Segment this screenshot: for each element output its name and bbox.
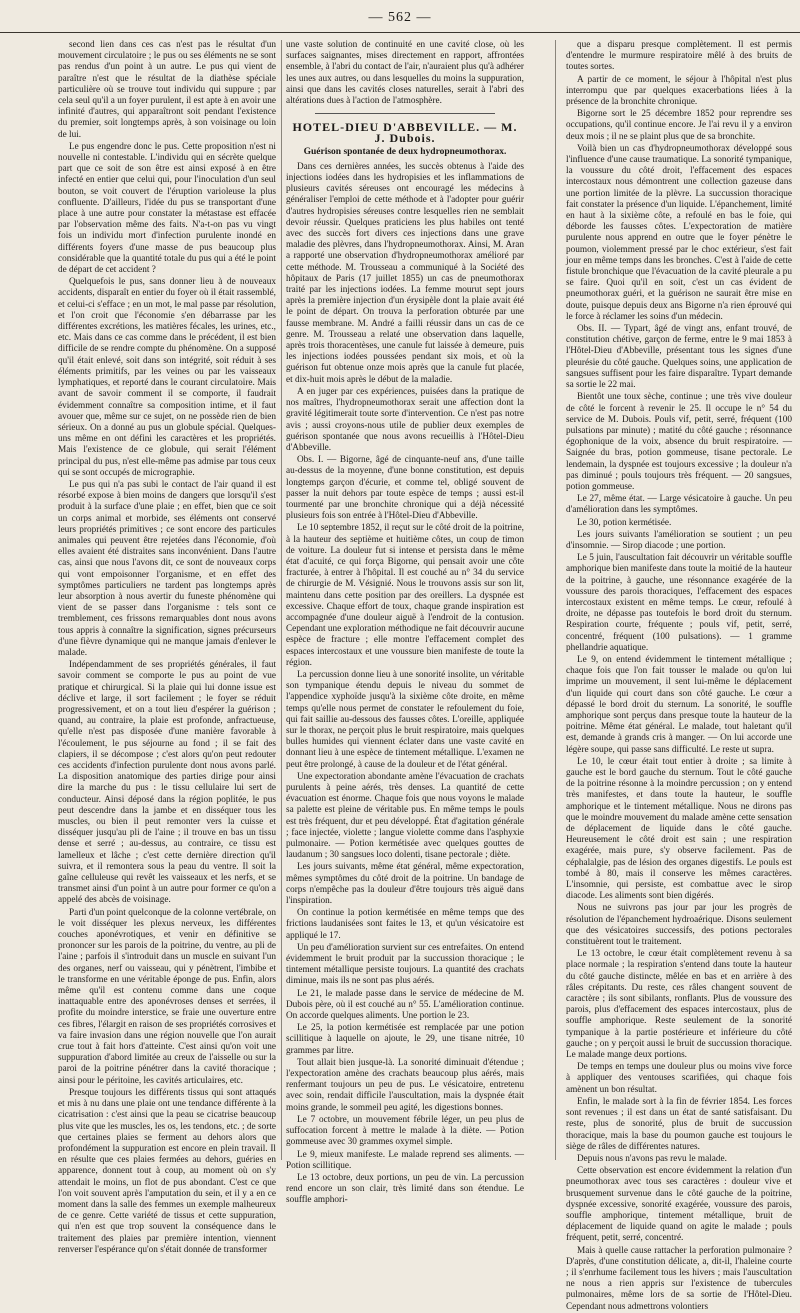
paragraph: Depuis nous n'avons pas revu le malade. — [577, 1153, 727, 1164]
paragraph: Nous ne suivrons pas jour par jour les progrès de résolution de l'épanchement hydroaérique. Disons seulement que des vésicatoires successifs, des potions pectorales constituèrent tout le traitement. — [566, 903, 792, 948]
column-2-intro: une vaste solution de continuité en une cavité close, où les surfaces saignantes, mises directement en rapport, affrontées ensemble, à l'abri du contact de l'air, n'auraient plus qu'à adhérer les unes aux autres, ou dans lesquelles du moins la suppuration, ainsi que dans les cavités closes naturelles, serait à l'abri des altérations dues à l'action de l'atmosphère. — [286, 40, 524, 107]
paragraph: Le 25, la potion kermétisée est remplacée par une potion scillitique à laquelle on ajoute, le 29, une tisane nitrée, 10 grammes par litre. — [286, 1023, 524, 1056]
header-rule — [0, 32, 800, 33]
paragraph: Les jours suivants l'amélioration se soutient ; un peu d'insomnie. — Sirop diacode ; une portion. — [566, 529, 792, 551]
paragraph: Obs. I. — Bigorne, âgé de cinquante-neuf ans, d'une taille au-dessus de la moyenne, d'une bonne constitution, est depuis longtemps garçon d'écurie, et comme tel, obligé souvent de passer la nuit dehors par toute espèce de temps ; aussi est-il tourmenté par une bronchite chronique qui a déjà nécessité plusieurs fois son entrée à l'Hôtel-Dieu d'Abbeville. — [286, 455, 524, 522]
paragraph: Le 21, le malade passe dans le service de médecine de M. Dubois père, où il est couché au n° 55. L'amélioration continue. On accorde quelques aliments. Une portion le 23. — [286, 988, 524, 1022]
paragraph: Bientôt une toux sèche, continue ; une très vive douleur de côté le forcent à revenir le 25. Il occupe le n° 54 du service de M. Dubois. Pouls vif, petit, serré, fréquent (100 pulsations par minute) ; matité du côté gauche ; résonnance égophonique de la voix, absence du bruit respiratoire. — Saignée du bras, potion gommeuse, tisane pectorale. Le lendemain, la dyspnée est toujours excessive ; la douleur n'a pas diminué ; pouls toujours très fréquent. — 20 sangsues, potion gommeuse. — [566, 392, 792, 492]
paragraph: Un peu d'amélioration survient sur ces entrefaites. On entend évidemment le bruit produit par la succussion thoracique ; le tintement métallique persiste toujours. La quantité des crachats diminue, mais ils ne sont pas plus aérés. — [286, 942, 524, 987]
paragraph: La percussion donne lieu à une sonorité insolite, un véritable son tympanique étendu depuis le niveau du sommet de l'appendice xyphoïde jusqu'à la sixième côte droite, en même temps qu'elle nous permet de constater le refoulement du foie, qui fait saillie au-dessous des fausses côtes. L'oreille, appliquée sur le thorax, ne perçoit plus le bruit respiratoire, mais quelques bulles humides qui viennent éclater dans une vaste cavité en donnant lieu à une espèce de tintement métallique. L'examen ne peut être prolongé, à cause de la douleur et de l'état général. — [286, 669, 524, 770]
column-2-body — [286, 162, 524, 1207]
paragraph: A en juger par ces expériences, puisées dans la pratique de nos maîtres, l'hydropneumothorax serait une affection dont la gravité légitimerait toute sorte d'intervention. Ce n'est pas notre avis ; aussi croyons-nous utile de publier deux exemples de guérison spontanée que nous avons recueillis à l'Hôtel-Dieu d'Abbeville. — [286, 386, 524, 453]
paragraph: Le 27, même état. — Large vésicatoire à gauche. Un peu d'amélioration dans les symptômes. — [566, 494, 792, 516]
paragraph: Indépendamment de ses propriétés générales, il faut savoir comment se comporte le pus au point de vue pratique et chirurgical. Si la plaie qui lui donne issue est déclive et large, il sort facilement ; le foyer se réduit progressivement, et on a tout lieu d'espérer la guérison ; quand, au contraire, la plaie est profonde, anfractueuse, qu'elle n'est pas disposée d'une manière favorable à l'écoulement, le pus séjourne au fond ; il se fait des clapiers, il se décompose ; c'est alors qu'on peut redouter ces accidents d'infection purulente dont nous avons parlé. La disposition anatomique des parties dirige pour ainsi dire la marche du pus : le tissu cellulaire lui sert de conducteur. Ainsi déposé dans la région poplitée, le pus peut descendre dans la jambe et en disséquer tous les muscles, ou bien il peut remonter vers la cuisse et disséquer jusqu'au pli de l'aine ; il trouve en bas un tissu dense et serré ; au-dessus, au contraire, ce tissu est lamelleux et lâche ; c'est cette dernière direction qu'il suivra, et il remontera sous la peau du ventre. Il soit la gaîne celluleuse qui revêt les vaisseaux et les nerfs, et se transmet ainsi d'un point à un autre pour former ce qu'on a appelé des abcès de voisinage. — [58, 660, 276, 906]
column-divider — [555, 40, 556, 1160]
paragraph: Le 30, potion kermétisée. — [577, 517, 672, 528]
paragraph: De temps en temps une douleur plus ou moins vive force à appliquer des ventouses scarifiées, qui chaque fois amènent un bon résultat. — [566, 1062, 792, 1095]
paragraph: Dans ces dernières années, les succès obtenus à l'aide des injections iodées dans les hydropisies et les inflammations de plusieurs cavités séreuses ont encouragé les médecins à généraliser l'emploi de cette méthode et à l'adopter pour guérir d'autres hydropisies séreuses contre lesquelles rien ne semblait devoir réussir. Quelques praticiens les plus habiles ont tenté avec des succès fort divers ces injections dans une grave maladie des plèvres, dans l'hydropneumothorax. Ainsi, M. Aran a rapporté une observation d'hydropneumothorax amélioré par cette méthode. M. Trousseau a communiqué à la Société des hôpitaux de Paris (17 juillet 1855) un cas de pneumothorax traité par les injections iodées. La femme mourut sept jours après la première injection d'un érysipèle dont la plaie avait été le point de départ. On trouva la perforation obturée par une fausse membrane. M. André a failli réussir dans un cas de ce genre. M. Trousseau a relaté une observation dans laquelle, après trois thoracentèses, une canule fut laissée à demeure, puis les injections iodées poussées pendant six mois, et où la guérison fut obtenue onze mois après que la canule fut placée, et dix-huit mois après le début de la maladie. — [286, 161, 524, 385]
paragraph: que a disparu presque complètement. Il est permis d'entendre le murmure respiratoire mêlé à des bruits de toutes sortes. — [566, 40, 792, 73]
paragraph: Le pus qui n'a pas subi le contact de l'air quand il est résorbé expose à bien moins de dangers que lorsqu'il s'est produit à la surface d'une plaie ; en effet, bien que ce soit un corps animal et morbide, ses éléments ont conservé leurs propriétés primitives ; ce sont encore des particules animales qui peuvent être rejetées dans l'économie, d'où elles avaient été distraites sans inconvénient. Dans l'autre cas, ainsi que nous l'avons dit, ce sont de nouveaux corps qui vont empoisonner l'organisme, et en effet des symptômes particuliers ne tardent pas longtemps après leur absorption à nous avertir du funeste phénomène qui vient de se passer dans l'organisme : tels sont ce tremblement, ces frissons remarquables dont nous avons tous appris à connaître la signification, signes précurseurs d'une fièvre dynamique qui ne manque jamais d'enlever le malade. — [58, 479, 276, 658]
article-subtitle: Guérison spontanée de deux hydropneumothorax. — [303, 146, 507, 157]
paragraph: Une expectoration abondante amène l'évacuation de crachats purulents à peine aérés, très denses. La quantité de cette évacuation est énorme. Chaque fois que nous voyons le malade sa palette est pleine de véritable pus. En même temps le pouls est très fréquent, dur et peu développé. État d'agitation générale ; face injectée, violette ; langue violette comme dans l'asphyxie pulmonaire. — Potion kermétisée avec quelques gouttes de laudanum ; 30 sangsues loco dolenti, tisane pectorale ; diète. — [286, 771, 524, 861]
column-divider — [281, 40, 282, 1160]
paragraph: Tout allait bien jusque-là. La sonorité diminuait d'étendue ; l'expectoration amène des crachats beaucoup plus aérés, mais renfermant toujours un peu de pus. Le vésicatoire, entretenu avec soin, rendait difficile l'auscultation, mais la dyspnée était moins grande, le sommeil peu agité, les digestions bonnes. — [286, 1057, 524, 1113]
paragraph: Le 10, le cœur était tout entier à droite ; sa limite à gauche est le bord gauche du sternum. Tout le côté gauche de la poitrine résonne à la moindre percussion ; on y entend très manifestes, et dans toute la hauteur, le souffle amphorique et le tintement métallique. Nous ne dirons pas que le moindre mouvement du malade amène cette sensation de déplacement de liquide dans le côté gauche. Heureusement le côté droit est sain ; une respiration exagérée, mais pure, s'y observe facilement. Pas de céphalalgie, pas de lésion des organes digestifs. Le pouls est tombé à 80, mais il conserve les mêmes caractères. L'insomnie, qui persiste, est combattue avec le sirop diacode. Les aliments sont bien digérés. — [566, 756, 792, 902]
paragraph: Le 7 octobre, un mouvement fébrile léger, un peu plus de suffocation forcent à mettre le malade à la diète. — Potion gommeuse avec 30 grammes oxymel simple. — [286, 1114, 524, 1148]
paragraph: Mais à quelle cause rattacher la perforation pulmonaire ? D'après, d'une constitution délicate, a, dit-il, l'haleine courte ; il s'enrhume facilement tous les hivers ; mais l'auscultation ne nous a rien appris sur l'existence de tubercules pulmonaires, même lors de sa sortie de l'Hôtel-Dieu. Cependant nous admettrons volontiers — [566, 1245, 792, 1312]
paragraph: Le 13 octobre, le cœur était complètement revenu à sa place normale ; la respiration s'entend dans toute la hauteur du côté gauche distincte, mêlée en bas et en arrière à des râles crépitants. Du reste, ces râles changent souvent de caractère ; ils sont sibilants, ronflants. Plus de voussure des parois, plus d'effacement des espaces intercostaux, plus de souffle amphorique. Reste seulement de la sonorité tympanique à la partie postérieure et inférieure du côté gauche ; on y perçoit aussi le bruit de succussion thoracique. Le malade mange deux portions. — [566, 949, 792, 1061]
paragraph: Le 5 juin, l'auscultation fait découvrir un véritable souffle amphorique bien manifeste dans toute la moitié de la hauteur de la poitrine, à gauche, une résonnance exagérée de la voussure des parois thoraciques, l'effacement des espaces intercostaux existent en même temps. Le cœur, refoulé à droite, ne dépasse pas toutefois le bord droit du sternum. Respiration courte, fréquente ; pouls vif, petit, serré, concentré, fréquent (100 pulsations). — 1 gramme phellandrie aquatique. — [566, 553, 792, 653]
paragraph: Enfin, le malade sort à la fin de février 1854. Les forces sont revenues ; il est dans un état de santé satisfaisant. Du reste, plus de sonorité, plus de bruit de succussion thoracique, mais la base du poumon gauche est toujours le siège de râles de différentes natures. — [566, 1096, 792, 1152]
paragraph: A partir de ce moment, le séjour à l'hôpital n'est plus interrompu que par quelques exacerbations liées à la présence de la bronchite chronique. — [566, 74, 792, 108]
paragraph: Le 10 septembre 1852, il reçut sur le côté droit de la poitrine, à la hauteur des septième et huitième côtes, un coup de timon de voiture. La douleur fut si intense et persista dans le même état d'acuité, ce qui força Bigorne, qui pensait avoir une côte fracturée, à entrer à l'hôpital. Il est couché au n° 34 du service de chirurgie de M. Vésignié. Nous le trouvons assis sur son lit, maintenu dans cette position par des oreillers. La dyspnée est excessive. Chaque effort de toux, chaque grande inspiration est accompagnée d'une douleur aiguë à l'endroit de la contusion. Cependant une exploration méthodique ne fait découvrir aucune espèce de fracture ; elle montre l'effacement complet des espaces intercostaux et une voussure bien manifeste de toute la région. — [286, 523, 524, 668]
column-1 — [58, 40, 276, 1255]
paragraph: Bigorne sort le 25 décembre 1852 pour reprendre ses occupations, qu'il continue encore. Je l'ai revu il y a environ deux mois ; il ne se plaint plus que de sa bronchite. — [566, 109, 792, 142]
column-3 — [566, 40, 792, 1312]
paragraph: Quelquefois le pus, sans donner lieu à de nouveaux accidents, disparaît en entier du foyer où il était rassemblé, et celui-ci s'efface ; en un mot, le mal passe par résolution, et l'on croit que l'économie s'en débarrasse par les différentes excrétions, les matières fécales, les urines, etc., etc. Mais dans ce cas comme dans le précédent, il est bien difficile de se rendre compte du phénomène. On a supposé qu'il était enlevé, soit dans son intégrité, soit réduit à ses éléments primitifs, par les veines ou par les vaisseaux lymphatiques, et reporté dans le courant circulatoire. Mais avant de savoir comment il se comporte, il faudrait évidemment connaître sa composition intime, et il faut avouer que, même sur ce sujet, on ne possède rien de bien sérieux. On a donné au pus un globule spécial. Quelques-uns même en ont défini les caractères et les propriétés. Mais l'existence de ce globule, qui serait l'élément principal du pus, n'est elle-même pas admise par tous ceux qui se sont occupés de micrographie. — [58, 277, 276, 478]
paragraph: Le pus engendre donc le pus. Cette proposition n'est ni nouvelle ni contestable. L'individu qui en sécrète quelque part que ce soit de son être est ainsi exposé à en être infecté en entier que celui qui, pour l'inoculation d'un seul bouton, se voit couvert de l'éruption varioleuse la plus confluente. D'ailleurs, l'idée du pus se transportant d'une place à une autre pour constater la métastase est effacée par l'observation même des faits. N'a-t-on pas vu vingt fois un individu mort d'infection purulente inondé en différents foyers d'une masse de pus beaucoup plus considérable que la quantité totale du pus qui a été le point de départ de cet accident ? — [58, 141, 276, 276]
paragraph: Obs. II. — Typart, âgé de vingt ans, enfant trouvé, de constitution chétive, garçon de ferme, entre le 9 mai 1853 à l'Hôtel-Dieu d'Abbeville, présentant tous les signes d'une pleurésie du côté gauche. Quelques soins, une application de sangsues suffisent pour les faire disparaître. Typart demande sa sortie le 22 mai. — [566, 324, 792, 391]
paragraph: Le 9, mieux manifeste. Le malade reprend ses aliments. — Potion scillitique. — [286, 1149, 524, 1171]
page-number: — 562 — — [368, 10, 432, 25]
paragraph: Le 13 octobre, deux portions, un peu de vin. La percussion rend encore un son clair, très limité dans son étendue. Le souffle amphori- — [286, 1172, 524, 1206]
paragraph: Parti d'un point quelconque de la colonne vertébrale, on le voit disséquer les plexus nerveux, les différentes couches aponévrotiques, et venir en définitive se prononcer sur les parois de la poitrine, du ventre, au pli de l'aine ; parfois il s'introduit dans un muscle en suivant l'un des organes, nerf ou vaisseau, qui y pénètrent, l'imbibe et le transforme en une véritable éponge de pus. Enfin, alors même qu'il est contenu comme dans une coque inattaquable entre des aponévroses denses et serrées, il profite du moindre interstice, se fraie une ouverture entre ces fibres, l'élargit en raison de ses propriétés corrosives et va faire invasion dans une région nouvelle que l'on aurait crue tout à fait hors d'atteinte. C'est ainsi qu'on voit une suppuration d'abord limitée au creux de l'aisselle ou sur la paroi de la poitrine pénétrer dans la cavité thoracique ; ainsi pour le péritoine, les cavités articulaires, etc. — [58, 907, 276, 1086]
paragraph: second lien dans ces cas n'est pas le résultat d'un mouvement circulatoire ; le pus ou ses éléments ne se sont pas rendus d'un point à un autre. Le pus qui vient de paraître n'est que le résultat de la diathèse spéciale particulière où se trouve tout individu qui suppure ; par cela seul qu'il a un foyer purulent, il est apte à en avoir une infinité d'autres, qui apparaîtront soit pendant l'existence du premier, soit longtemps après, à son voisinage ou loin de lui. — [58, 40, 276, 140]
page-header — [0, 4, 800, 30]
paragraph: Les jours suivants, même état général, même expectoration, mêmes symptômes du côté droit de la poitrine. Un bandage de corps n'empêche pas la douleur d'être toujours très aiguë dans l'inspiration. — [286, 862, 524, 907]
article-title: HOTEL-DIEU D'ABBEVILLE. — M. J. Dubois. — [292, 120, 518, 146]
column-2 — [286, 40, 524, 1206]
paragraph: Cette observation est encore évidemment la relation d'un pneumothorax avec tous ses caractères : douleur vive et brusquement survenue dans le côté gauche de la poitrine, dyspnée excessive, sonorité exagérée, voussure des parois, souffle amphorique, tintement métallique, bruit de déplacement de liquide quand on agite le malade ; pouls fréquent, petit, serré, concentré. — [566, 1166, 792, 1244]
section-separator — [315, 113, 495, 116]
paragraph: Le 9, on entend évidemment le tintement métallique ; chaque fois que l'on fait tousser le malade ou qu'on lui imprime un mouvement, il sent lui-même le déplacement d'un liquide qui court dans son côté gauche. Le cœur a dépassé le bord droit du sternum. La sonorité, le souffle amphorique sont perçus dans presque toute la hauteur de la poitrine. Même état général. Le malade, tout haletant qu'il est, demande à grands cris à manger. — On lui accorde une légère soupe, qui passe sans difficulté. Le reste ut supra. — [566, 654, 792, 755]
paragraph: On continue la potion kermétisée en même temps que des frictions laudanisées sont faites le 13, et qu'un vésicatoire est appliqué le 17. — [286, 908, 524, 941]
paragraph: Voilà bien un cas d'hydropneumothorax développé sous l'influence d'une cause traumatique. La sonorité tympanique, la voussure du côté droit, l'effacement des espaces intercostaux nous démontrent une collection gazeuse dans une portion limitée de la plèvre. La succussion thoracique fait constater la présence d'un liquide. L'épanchement, limité en haut à la sixième côte, a refoulé en bas le foie, qui déborde les fausses côtes. L'expectoration de matière purulente nous apprend en outre que le foyer pénètre le poumon, violemment pressé par le choc extérieur, s'est fait jour en même temps dans les bronches. C'est à l'aide de cette fistule bronchique que l'évacuation de la cavité pleurale a pu se faire. Quoi qu'il en soit, c'est un cas évident de pneumothorax guéri, et la guérison ne saurait être mise en doute, puisque depuis deux ans Bigorne n'a rien éprouvé qui le force à réclamer les soins d'un médecin. — [566, 143, 792, 322]
paragraph: Presque toujours les différents tissus qui sont attaqués et mis à nu dans une plaie ont une tendance différente à la cicatrisation : c'est ainsi que la peau se cicatrise beaucoup plus vite que les muscles, les os, les tendons, etc. ; de sorte que certaines plaies se ferment au dehors alors que profondément la suppuration est encore en plein travail. Il en résulte que ces plaies fermées au dehors, guéries en apparence, donnent tout à coup, au moment où on s'y attendait le moins, un flot de pus abondant. C'est ce que l'on voit souvent après l'amputation du sein, et il y a en ce moment dans la salle des femmes un exemple malheureux de ce genre. Cette variété de tissus et cette suppuration, qui n'en est que trop souvent la conséquence dans le traitement des plaies par première intention, viennent renverser l'espérance qu'on s'était donnée de transformer — [58, 1087, 276, 1255]
